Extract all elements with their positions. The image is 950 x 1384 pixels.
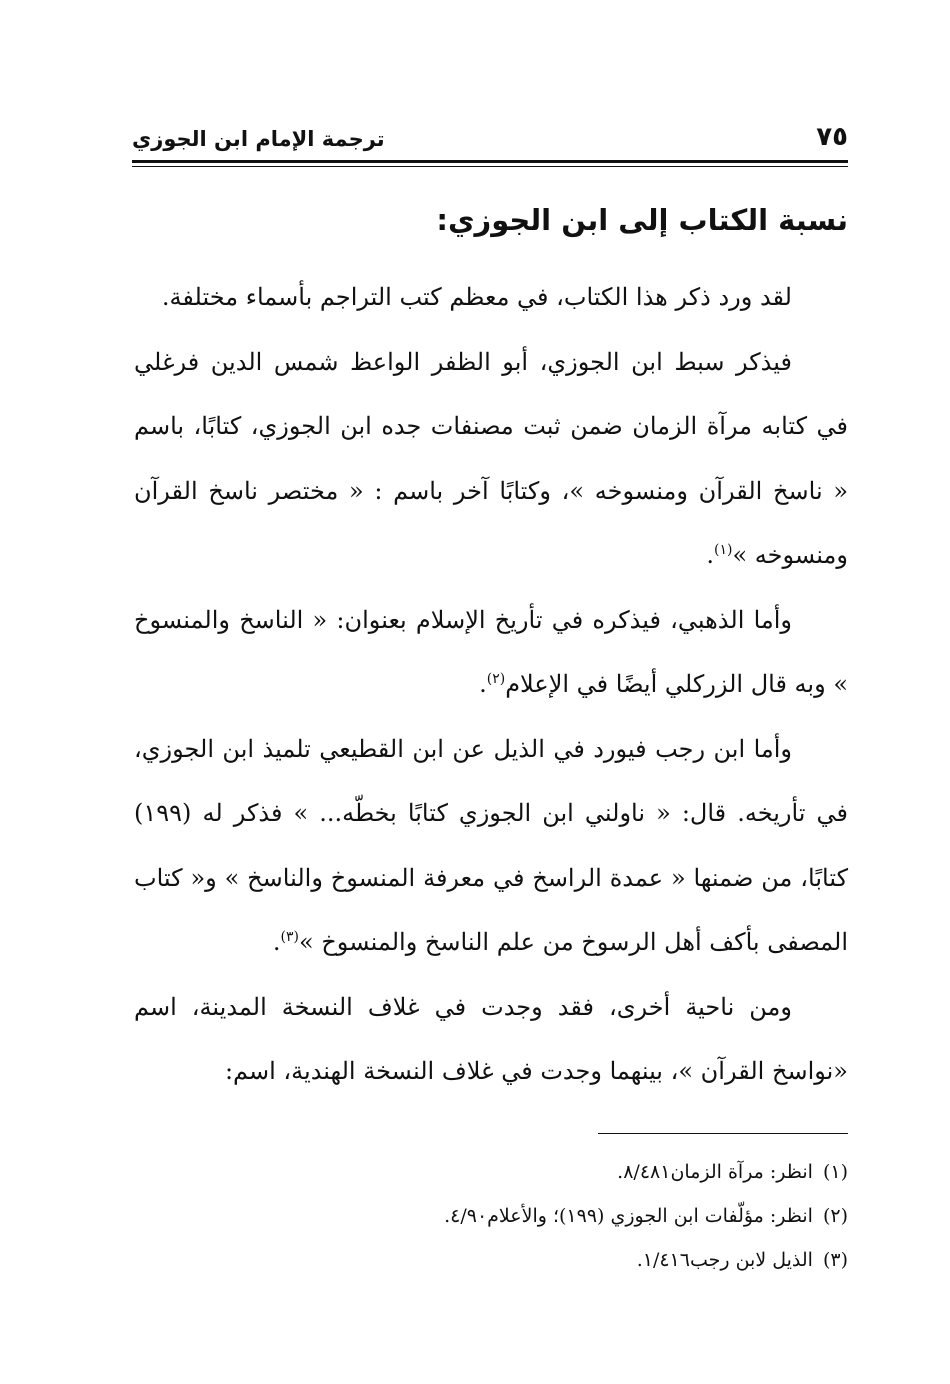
footnote [134,1194,848,1238]
footnote [134,1150,848,1194]
paragraph [134,717,848,975]
paragraph [134,588,848,717]
footnotes [134,1150,848,1282]
running-title: ترجمة الإمام ابن الجوزي [132,127,385,151]
paragraph-text: ومن ناحية أخرى، فقد وجدت في غلاف النسخة المدينة، اسم «نواسخ القرآن »، بينهما وجدت في غلاف النسخة الهندية، اسم: [134,992,848,1085]
footnote-separator [598,1133,848,1134]
paragraph-tail: . [272,928,281,956]
footnote-number: (١) [822,1161,848,1183]
footnote-number: (٢) [822,1205,848,1227]
footnote-text: الذيل لابن رجب١/٤١٦. [636,1249,813,1271]
header-rule-thin [132,166,848,167]
page-number: ٧٥ [816,122,848,152]
paragraph [134,330,848,588]
paragraph-text: وأما ابن رجب فيورد في الذيل عن ابن القطيعي تلميذ ابن الجوزي، في تأريخه. قال: « ناولني ابن الجوزي كتابًا بخطّه... » فذكر له (١٩٩) كتابًا، من ضمنها « عمدة الراسخ في معرفة المنسوخ والناسخ » و« كتاب المصفى بأكف أهل الرسوخ من علم الناسخ والمنسوخ » [134,734,848,956]
section-heading: نسبة الكتاب إلى ابن الجوزي: [436,203,848,237]
footnote-reference[interactable]: (١) [714,542,733,558]
footnote-reference[interactable]: (٣) [280,929,299,945]
paragraph-text: لقد ورد ذكر هذا الكتاب، في معظم كتب التراجم بأسماء مختلفة. [161,283,792,311]
header-rule-thick [132,160,848,163]
footnote-text: انظر: مؤلّفات ابن الجوزي (١٩٩)؛ والأعلام٤/٩٠. [444,1205,813,1227]
running-header [132,118,848,158]
paragraph-tail: . [706,541,715,569]
paragraph [134,265,848,330]
paragraph [134,975,848,1104]
footnote-reference[interactable]: (٢) [486,671,506,687]
footnote-number: (٣) [822,1249,848,1271]
footnote [134,1238,848,1282]
paragraph-tail: . [479,670,487,698]
paragraph-text: وأما الذهبي، فيذكره في تأريخ الإسلام بعنوان: « الناسخ والمنسوخ » وبه قال الزركلي أيضًا في الإعلام [134,605,848,698]
footnote-text: انظر: مرآة الزمان٨/٤٨١. [617,1161,813,1183]
paragraph-text: فيذكر سبط ابن الجوزي، أبو الظفر الواعظ شمس الدين فرغلي في كتابه مرآة الزمان ضمن ثبت مصنفات جده ابن الجوزي، كتابًا، باسم « ناسخ القرآن ومنسوخه »، وكتابًا آخر باسم : « مختصر ناسخ القرآن ومنسوخه » [134,347,848,569]
body-text [134,265,848,1104]
